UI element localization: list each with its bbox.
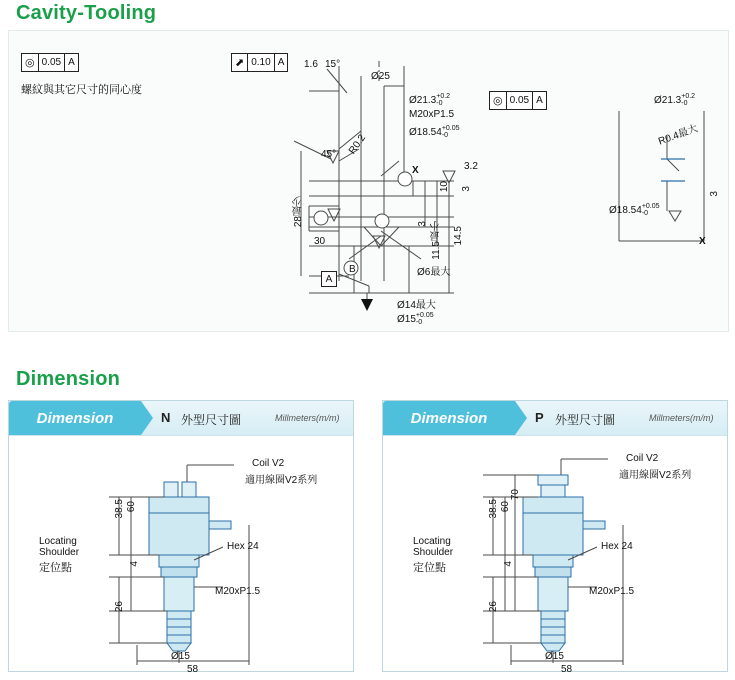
locating-label-p-cn: 定位點 [413, 562, 446, 574]
dimension-panel-p-header [383, 401, 727, 436]
label-angle-45: 45° [321, 149, 337, 160]
locating-label-p-1: Locating [413, 536, 451, 547]
concentricity-tolerance: 0.05 [39, 54, 65, 71]
label-3-2: 3.2 [464, 161, 478, 172]
dim-p-60: 60 [500, 501, 511, 513]
dimension-type-n: N [161, 410, 171, 425]
dim-p-4: 4 [503, 561, 514, 567]
dimension-type-p: P [535, 410, 544, 425]
dim-n-60: 60 [126, 501, 137, 513]
label-28-min: 28最少 [293, 196, 304, 228]
concentricity-datum: A [68, 57, 75, 68]
label-chamfer-1-6: 1.6 [304, 59, 318, 70]
locating-label-n-2: Shoulder [39, 547, 80, 558]
hex-label-p: Hex 24 [601, 541, 633, 552]
dimension-panel-n [8, 400, 354, 675]
coil-label-n-2: 適用線圈V2系列 [245, 475, 318, 486]
dimension-panel-p [382, 400, 728, 675]
right-concentricity-datum: A [536, 95, 543, 106]
label-mark-x: X [412, 165, 419, 176]
dia-label-p: Ø15 [545, 651, 564, 662]
datum-a-box: A [321, 271, 337, 287]
surface-tolerance: 0.10 [248, 54, 274, 71]
label-dia-21-3: Ø21.3 +0.2 -0 [409, 93, 451, 107]
dimension-type-label-n: 外型尺寸圖 [181, 413, 242, 427]
right-concentricity-symbol: ◎ [490, 92, 507, 109]
thread-label-p: M20xP1.5 [589, 586, 635, 597]
balloon-b: B [349, 264, 356, 275]
dimension-units-n: Millmeters(m/m) [275, 413, 340, 423]
surface-profile-symbol: ⬈ [232, 54, 248, 71]
right-concentricity-tolerance: 0.05 [507, 92, 533, 109]
label-3-plus: 3 [461, 186, 472, 192]
hex-label-n: Hex 24 [227, 541, 259, 552]
cavity-tooling-title: Cavity-Tooling [16, 2, 157, 24]
detail-mark-x: X [699, 236, 706, 247]
coil-label-p-1: Coil V2 [626, 453, 659, 464]
label-r0-2: R0.2 [346, 132, 369, 157]
dia-label-n: Ø15 [171, 651, 190, 662]
label-dia-15: Ø15 +0.05 -0 [397, 312, 434, 326]
dimension-type-label-p: 外型尺寸圖 [555, 413, 616, 427]
dim-p-70: 70 [510, 489, 521, 501]
label-dia-25: Ø25 [371, 71, 390, 82]
label-angle-30: 30 [314, 236, 326, 247]
dimension-units-p: Millmeters(m/m) [649, 413, 714, 423]
dim-n-26: 26 [114, 601, 125, 613]
label-dia-18-54: Ø18.54 +0.05 -0 [409, 125, 460, 139]
dimension-badge-n: Dimension [9, 401, 141, 435]
dimension-title: Dimension [16, 368, 121, 390]
label-10: 10 [439, 181, 450, 193]
label-angle-15: 15° [325, 59, 341, 70]
label-14-5: 14.5 [453, 226, 464, 246]
concentricity-symbol: ◎ [22, 54, 39, 71]
dimension-badge-p: Dimension [383, 401, 515, 435]
locating-label-n-1: Locating [39, 536, 77, 547]
detail-label-3: 3 [709, 191, 720, 197]
dim-p-58: 58 [561, 664, 573, 675]
label-11-5: 11.5最小 [431, 221, 442, 260]
detail-label-dia-21-3: Ø21.3 +0.2 -0 [654, 93, 696, 107]
label-thread-m20: M20xP1.5 [409, 109, 455, 120]
coil-label-n-1: Coil V2 [252, 458, 285, 469]
dim-p-26: 26 [488, 601, 499, 613]
locating-label-p-2: Shoulder [413, 547, 454, 558]
label-dia-6-max: Ø6最大 [417, 267, 451, 278]
cavity-tooling-panel [8, 30, 729, 332]
dim-n-58: 58 [187, 664, 199, 675]
label-3b: 3 [417, 221, 428, 227]
dim-p-38-5: 38.5 [488, 499, 499, 519]
dim-n-4: 4 [129, 561, 140, 567]
detail-label-r0-4: R0.4最大 [657, 123, 700, 148]
dimension-panel-n-header [9, 401, 353, 436]
dim-n-38-5: 38.5 [114, 499, 125, 519]
thread-label-n: M20xP1.5 [215, 586, 261, 597]
label-dia-14-max: Ø14最大 [397, 300, 436, 311]
locating-label-n-cn: 定位點 [39, 562, 72, 574]
surface-datum: A [277, 57, 285, 68]
coil-label-p-2: 適用線圈V2系列 [619, 470, 692, 481]
concentricity-note: 螺紋與其它尺寸的同心度 [21, 84, 142, 96]
detail-label-dia-18-54: Ø18.54 +0.05 -0 [609, 203, 660, 217]
detail-view-x [609, 81, 735, 281]
